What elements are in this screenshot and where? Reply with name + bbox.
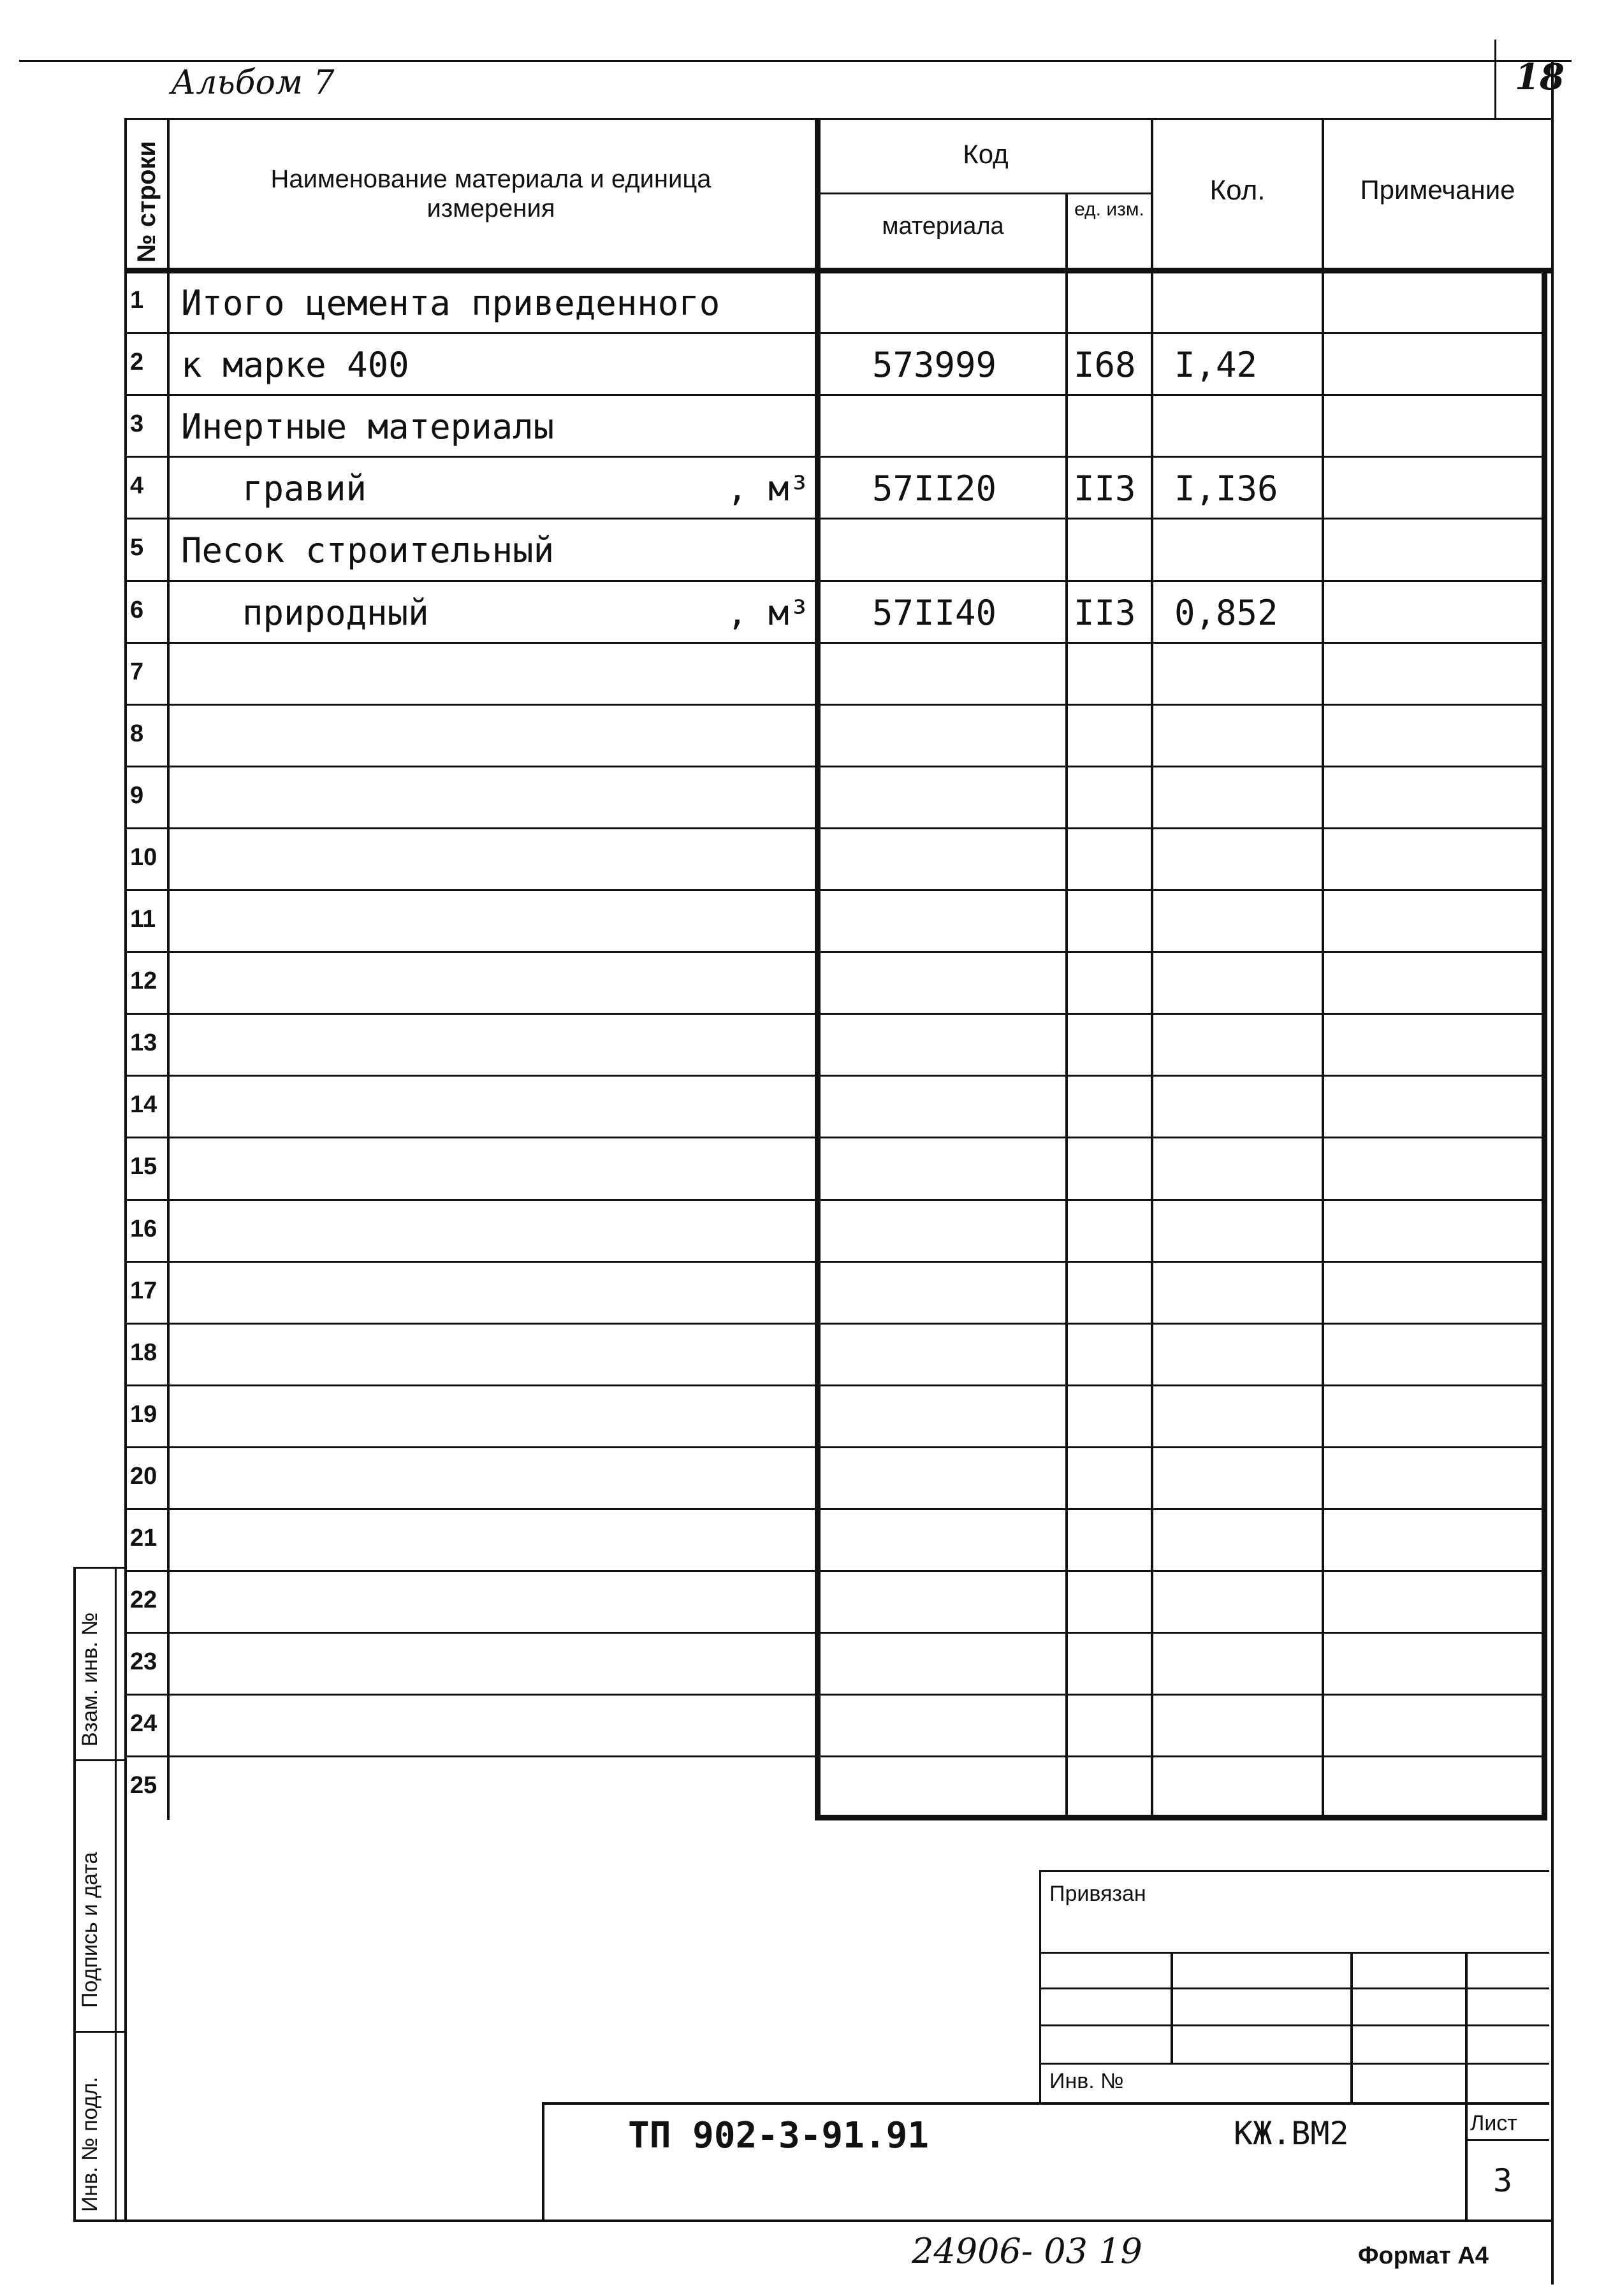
header-qty: Кол.: [1209, 175, 1266, 206]
row-separator: [124, 642, 1547, 644]
row-number: 8: [130, 720, 144, 747]
row-code: 57II20: [872, 469, 997, 509]
row-separator: [124, 332, 1547, 334]
row-number: 23: [130, 1648, 157, 1675]
header-row-no: № строки: [133, 140, 161, 263]
row-number: 16: [130, 1216, 157, 1242]
stamp-line-2: [1039, 1987, 1549, 1989]
left-frame-border: [124, 118, 127, 2221]
side-label-podpis: Подпись и дата: [78, 1852, 102, 2008]
row-code: 573999: [872, 345, 997, 385]
row-separator: [124, 1013, 1547, 1015]
stamp-privyazan-top: [1039, 1870, 1549, 1872]
row-name: гравий: [242, 469, 367, 509]
col-unit-line: [1065, 193, 1068, 1820]
stamp-vline-2: [1350, 1952, 1353, 2105]
header-name: Наименование материала и единица измерения: [270, 165, 711, 222]
row-separator: [124, 827, 1547, 829]
row-code: 57II40: [872, 593, 997, 633]
stamp-mark: КЖ.ВМ2: [1234, 2115, 1349, 2152]
stamp-main-left: [542, 2102, 544, 2222]
sheet-corner-number: 18: [1515, 56, 1565, 98]
stamp-main-top: [542, 2102, 1549, 2105]
row-number: 18: [130, 1339, 157, 1366]
stamp-doc-code: ТП 902-3-91.91: [628, 2115, 930, 2156]
code-subheader-line: [818, 193, 1151, 194]
side-strip-divider-2: [73, 2031, 126, 2033]
row-number: 4: [130, 472, 144, 499]
right-border: [1551, 60, 1554, 2285]
stamp-list-no: 3: [1493, 2162, 1513, 2199]
stamp-line-1: [1039, 1952, 1549, 1954]
header-note: Примечание: [1360, 175, 1515, 205]
side-strip-top: [73, 1567, 126, 1569]
header-code-unit: ед. изм.: [1074, 199, 1144, 220]
stamp-privyazan: Привязан: [1049, 1882, 1146, 1906]
stamp-list-line: [1465, 2139, 1549, 2141]
row-unit-code: II3: [1074, 593, 1136, 633]
row-separator: [124, 1632, 1547, 1634]
row-unit-code: I68: [1074, 345, 1136, 385]
row-qty: 0,852: [1174, 593, 1278, 633]
col-code-line: [815, 118, 821, 1820]
table-bottom-thick: [815, 1815, 1547, 1820]
row-number: 5: [130, 534, 144, 561]
row-number: 14: [130, 1091, 157, 1118]
row-separator: [124, 1384, 1547, 1386]
row-separator: [124, 1755, 1547, 1757]
row-name: Песок строительный: [181, 530, 555, 570]
row-number: 1: [130, 287, 144, 314]
stamp-line-4: [1039, 2063, 1549, 2065]
row-separator: [124, 704, 1547, 706]
side-strip-divider-1: [73, 1759, 126, 1761]
header-bottom-line: [124, 268, 1552, 273]
row-number: 13: [130, 1029, 157, 1056]
row-number: 6: [130, 597, 144, 623]
row-number: 10: [130, 844, 157, 871]
row-number: 9: [130, 782, 144, 809]
stamp-line-3: [1039, 2024, 1549, 2026]
row-qty: I,42: [1174, 345, 1258, 385]
row-number: 19: [130, 1401, 157, 1428]
stamp-vline-1: [1171, 1952, 1173, 2064]
row-separator: [124, 889, 1547, 891]
side-label-vzam: Взам. инв. №: [78, 1612, 102, 1747]
row-number: 21: [130, 1525, 157, 1551]
row-name: Инертные материалы: [181, 407, 555, 447]
row-separator: [124, 456, 1547, 458]
row-number: 11: [130, 906, 156, 933]
col-note-line: [1322, 118, 1324, 1820]
row-number: 17: [130, 1277, 157, 1304]
row-separator: [124, 518, 1547, 520]
row-unit: , м³: [727, 593, 810, 633]
row-number: 25: [130, 1772, 157, 1799]
row-number: 2: [130, 349, 144, 375]
col-qty-line: [1151, 118, 1153, 1820]
side-label-inv-podl: Инв. № подл.: [78, 2077, 102, 2212]
header-code: Код: [963, 139, 1009, 169]
row-number: 15: [130, 1153, 157, 1180]
row-unit: , м³: [727, 469, 810, 509]
row-separator: [124, 1323, 1547, 1325]
row-name: природный: [242, 593, 429, 633]
side-strip-mid: [115, 1567, 117, 2222]
side-strip-left: [73, 1567, 76, 2222]
stamp-vline-3: [1465, 1952, 1468, 2220]
row-separator: [124, 766, 1547, 767]
row-number: 12: [130, 968, 157, 994]
row-separator: [124, 1446, 1547, 1448]
row-number: 20: [130, 1463, 157, 1490]
row-separator: [124, 1075, 1547, 1077]
row-number: 24: [130, 1710, 157, 1737]
top-border: [19, 60, 1572, 62]
row-separator: [124, 951, 1547, 953]
footer-handwritten: 24906- 03 19: [912, 2231, 1142, 2271]
row-separator: [124, 1570, 1547, 1572]
row-unit-code: II3: [1074, 469, 1136, 509]
row-number: 3: [130, 411, 144, 437]
row-separator: [124, 1508, 1547, 1510]
stamp-inv-no: Инв. №: [1049, 2069, 1124, 2093]
table-right-thick: [1542, 268, 1547, 1820]
row-name: к марке 400: [181, 345, 409, 385]
row-separator: [124, 1261, 1547, 1263]
header-code-material: материала: [882, 213, 1004, 240]
row-separator: [124, 580, 1547, 582]
row-name: Итого цемента приведенного: [181, 283, 720, 323]
stamp-list-label: Лист: [1470, 2111, 1517, 2135]
footer-format: Формат А4: [1358, 2242, 1489, 2269]
row-number: 22: [130, 1587, 157, 1613]
row-separator: [124, 1199, 1547, 1201]
row-qty: I,I36: [1174, 469, 1278, 509]
row-number: 7: [130, 658, 144, 685]
row-separator: [124, 1137, 1547, 1138]
header-top-line: [124, 118, 1552, 120]
row-separator: [124, 394, 1547, 396]
corner-box-left: [1494, 40, 1496, 119]
bottom-border: [73, 2220, 1552, 2222]
row-separator: [124, 1694, 1547, 1696]
album-label: Альбом 7: [171, 64, 335, 102]
